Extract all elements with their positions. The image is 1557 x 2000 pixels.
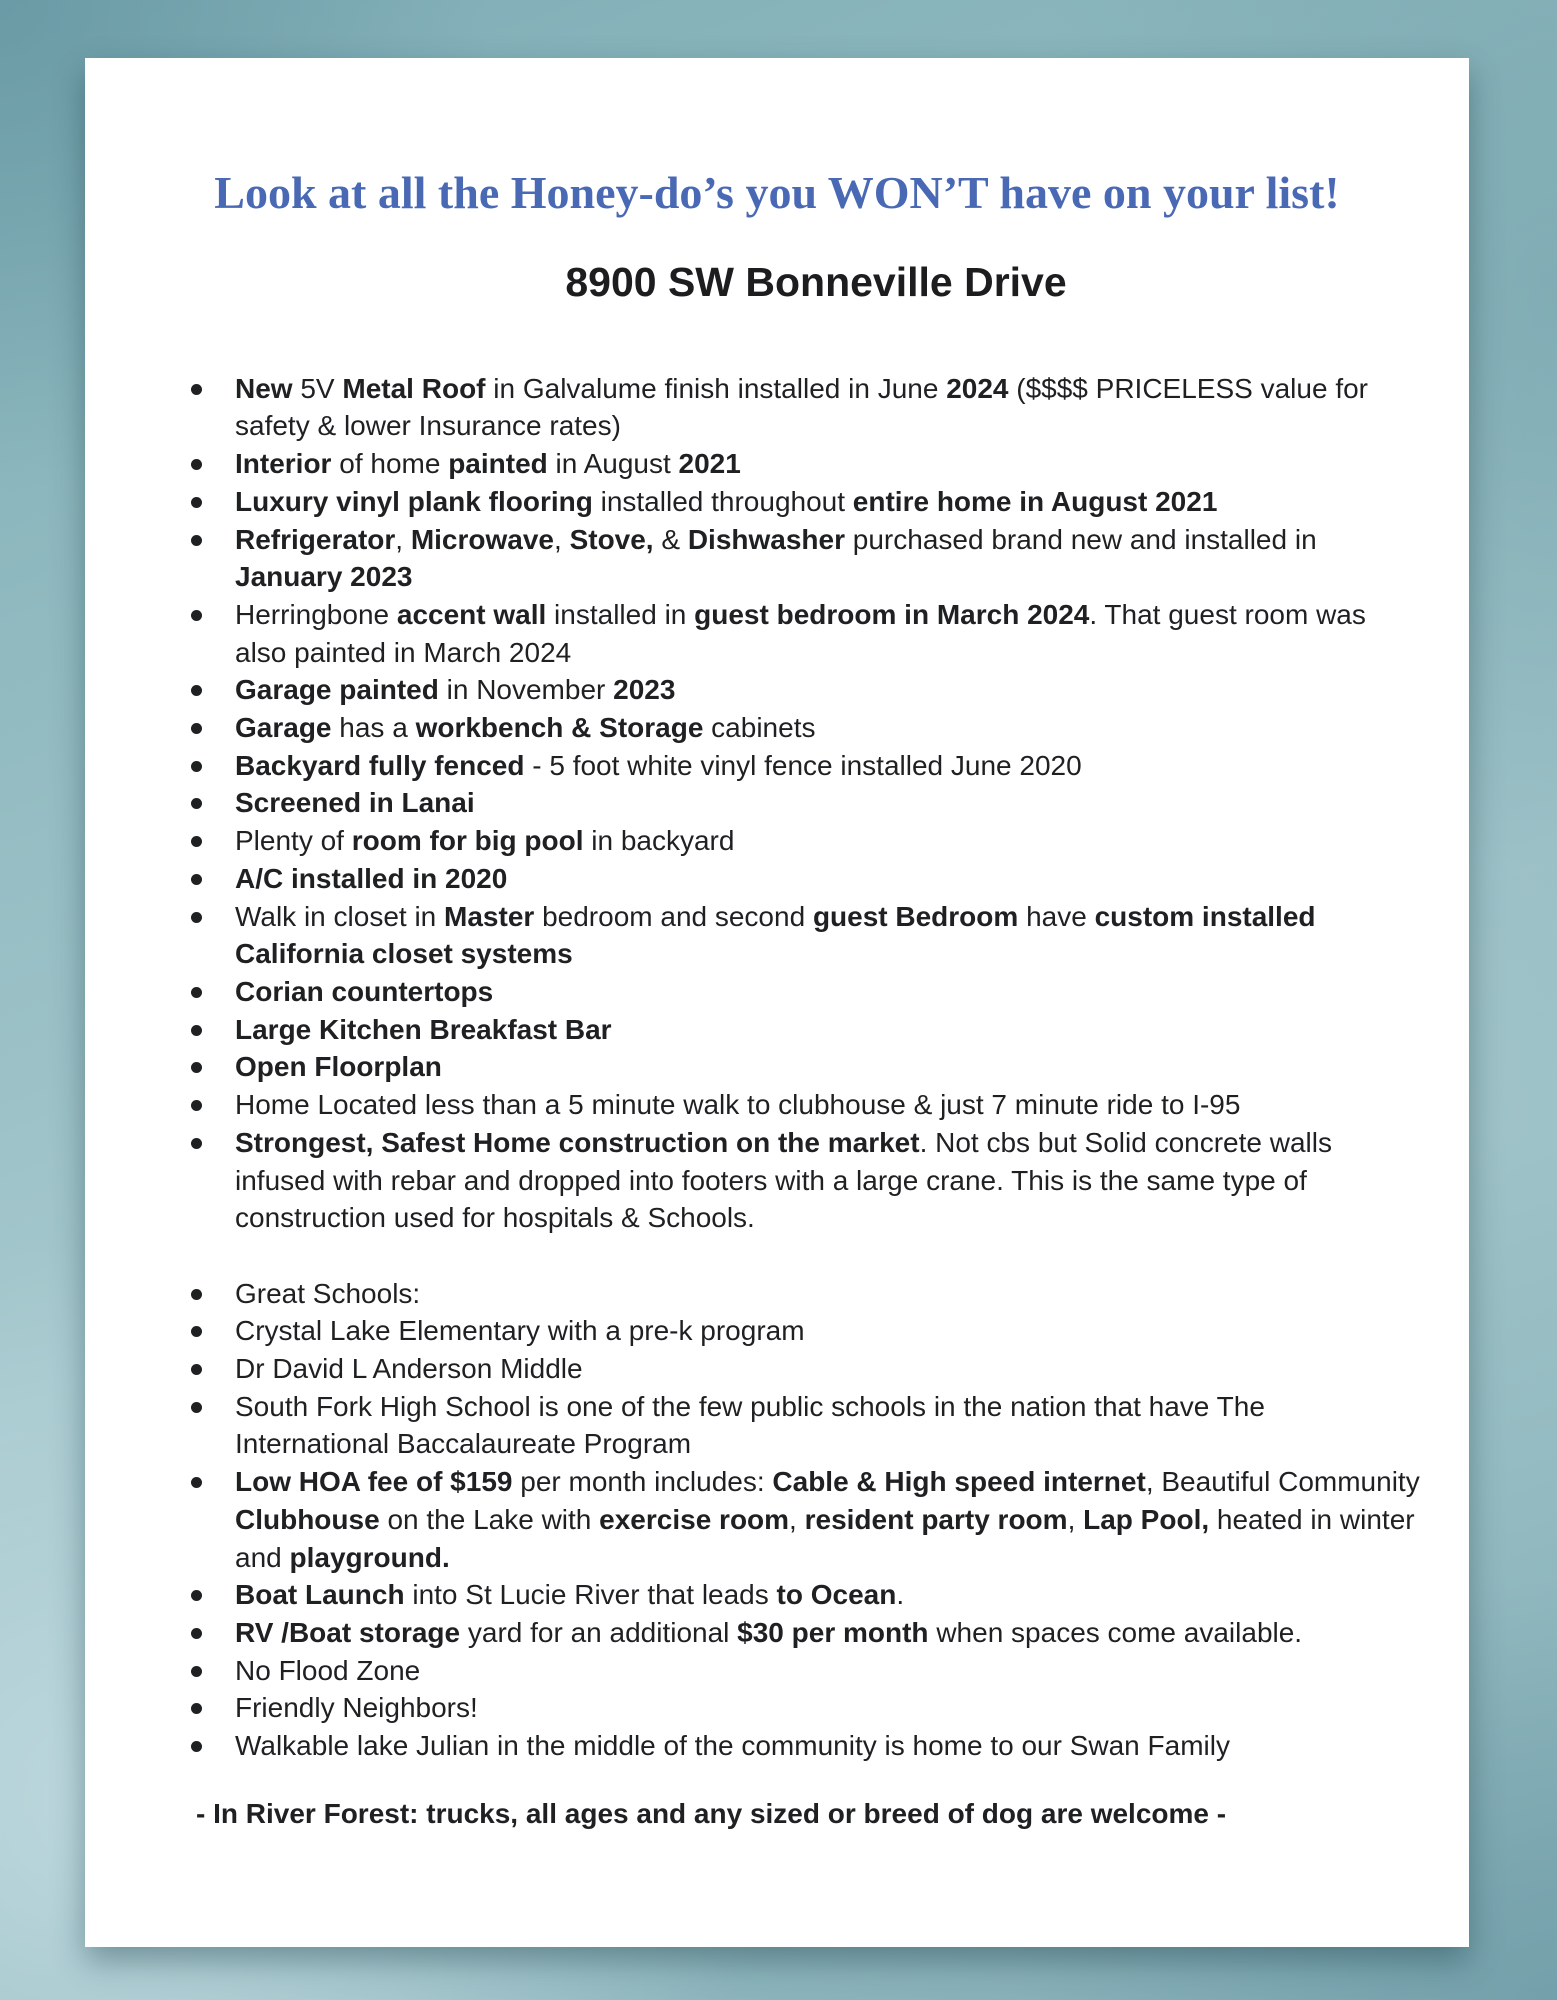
list-item xyxy=(190,1011,1469,1049)
list-item-text: Screened in Lanai xyxy=(235,787,475,819)
list-item xyxy=(190,521,1469,596)
list-item-text: Corian countertops xyxy=(235,975,494,1007)
list-item xyxy=(190,784,1469,822)
list-item xyxy=(190,1312,1469,1350)
bullet-icon xyxy=(191,761,202,772)
list-item-text: No Flood Zone xyxy=(235,1654,421,1686)
page-title: Look at all the Honey-do’s you WON’T have on your list! xyxy=(214,167,1340,218)
list-item xyxy=(190,1576,1469,1614)
bullet-icon xyxy=(191,1402,202,1413)
list-item xyxy=(190,709,1469,747)
list-item-text: Open Floorplan xyxy=(235,1051,442,1083)
list-item xyxy=(190,1124,1469,1237)
list-item-text: Herringbone accent wall installed in guest bedroom in March 2024. That guest room was also painted in March 2024 xyxy=(235,598,1366,668)
list-item xyxy=(190,1350,1469,1388)
list-item xyxy=(190,370,1469,445)
list-item-text: Boat Launch into St Lucie River that leads to Ocean. xyxy=(235,1579,905,1611)
bullet-icon xyxy=(191,912,202,923)
list-item xyxy=(190,671,1469,709)
bullet-icon xyxy=(191,987,202,998)
bullet-icon xyxy=(191,1741,202,1752)
bullet-icon xyxy=(191,874,202,885)
list-item-text: Refrigerator, Microwave, Stove, & Dishwasher purchased brand new and installed in January 2023 xyxy=(235,523,1317,593)
bullet-icon xyxy=(191,1666,202,1677)
bullet-icon xyxy=(191,1628,202,1639)
list-item xyxy=(190,483,1469,521)
bullet-icon xyxy=(191,384,202,395)
list-item-text: Walkable lake Julian in the middle of the community is home to our Swan Family xyxy=(235,1730,1230,1762)
bullet-icon xyxy=(191,723,202,734)
bullet-icon xyxy=(191,685,202,696)
list-item-text: Backyard fully fenced - 5 foot white vinyl fence installed June 2020 xyxy=(235,749,1082,781)
bullet-icon xyxy=(191,1138,202,1149)
list-item xyxy=(190,1463,1469,1576)
bullet-icon xyxy=(191,798,202,809)
footer-note: - In River Forest: trucks, all ages and any sized or breed of dog are welcome - xyxy=(196,1797,1227,1829)
list-item-text: Dr David L Anderson Middle xyxy=(235,1353,583,1384)
list-item-text: Interior of home painted in August 2021 xyxy=(235,448,741,480)
list-item-text: Walk in closet in Master bedroom and second guest Bedroom have custom installed California closet systems xyxy=(235,900,1316,970)
list-item xyxy=(190,747,1469,785)
list-item xyxy=(190,898,1469,973)
list-item-text: Crystal Lake Elementary with a pre-k program xyxy=(235,1315,805,1347)
list-item xyxy=(190,1048,1469,1086)
bullet-icon xyxy=(191,836,202,847)
bullet-icon xyxy=(191,1477,202,1488)
bullet-icon xyxy=(191,497,202,508)
list-item-text: Large Kitchen Breakfast Bar xyxy=(235,1013,612,1045)
list-item xyxy=(190,1275,1469,1313)
list-item-text: Plenty of room for big pool in backyard xyxy=(235,825,735,857)
list-item xyxy=(190,445,1469,483)
list-item-text: Great Schools: xyxy=(235,1277,421,1309)
list-item-text: South Fork High School is one of the few public schools in the nation that have The International Baccalaureate Program xyxy=(235,1390,1265,1460)
list-item xyxy=(190,1689,1469,1727)
list-item-text: Strongest, Safest Home construction on the market. Not cbs but Solid concrete walls infused with rebar and dropped into footers with a large crane. This is the same type of construction used for hospitals & Schools. xyxy=(235,1126,1332,1234)
address-heading: 8900 SW Bonneville Drive xyxy=(565,258,1067,305)
bullet-icon xyxy=(191,1062,202,1073)
bullet-icon xyxy=(191,459,202,470)
list-item-text: Friendly Neighbors! xyxy=(235,1692,478,1724)
feature-list xyxy=(190,370,1469,1765)
list-item-text: Garage painted in November 2023 xyxy=(235,674,676,706)
bullet-icon xyxy=(191,1590,202,1601)
list-item xyxy=(190,822,1469,860)
list-item-text: Low HOA fee of $159 per month includes: Cable & High speed internet, Beautiful Community Clubhouse on the Lake with exercise room, resident party room, Lap Pool, heated in winter and playground. xyxy=(235,1466,1420,1573)
list-item-text: Home Located less than a 5 minute walk to clubhouse & just 7 minute ride to I-95 xyxy=(235,1089,1241,1121)
list-item xyxy=(190,973,1469,1011)
list-item xyxy=(190,1652,1469,1690)
list-item-text: Garage has a workbench & Storage cabinets xyxy=(235,712,816,744)
bullet-icon xyxy=(191,1703,202,1714)
list-item xyxy=(190,1086,1469,1124)
bullet-icon xyxy=(191,1364,202,1375)
bullet-icon xyxy=(191,1025,202,1036)
bullet-icon xyxy=(191,1100,202,1111)
bullet-icon xyxy=(191,535,202,546)
list-item-text: RV /Boat storage yard for an additional $30 per month when spaces come available. xyxy=(235,1616,1303,1648)
bullet-icon xyxy=(191,1326,202,1337)
list-item xyxy=(190,1727,1469,1765)
list-item-text: Luxury vinyl plank flooring installed throughout entire home in August 2021 xyxy=(235,485,1218,517)
bullet-icon xyxy=(191,610,202,621)
list-item xyxy=(190,596,1469,671)
document-page xyxy=(85,58,1469,1947)
bullet-icon xyxy=(191,1289,202,1300)
list-item xyxy=(190,1388,1469,1463)
list-item xyxy=(190,1614,1469,1652)
list-item-text: New 5V Metal Roof in Galvalume finish installed in June 2024 ($$$$ PRICELESS value for safety & lower Insurance rates) xyxy=(235,372,1368,442)
list-item xyxy=(190,860,1469,898)
list-item-text: A/C installed in 2020 xyxy=(235,862,508,894)
